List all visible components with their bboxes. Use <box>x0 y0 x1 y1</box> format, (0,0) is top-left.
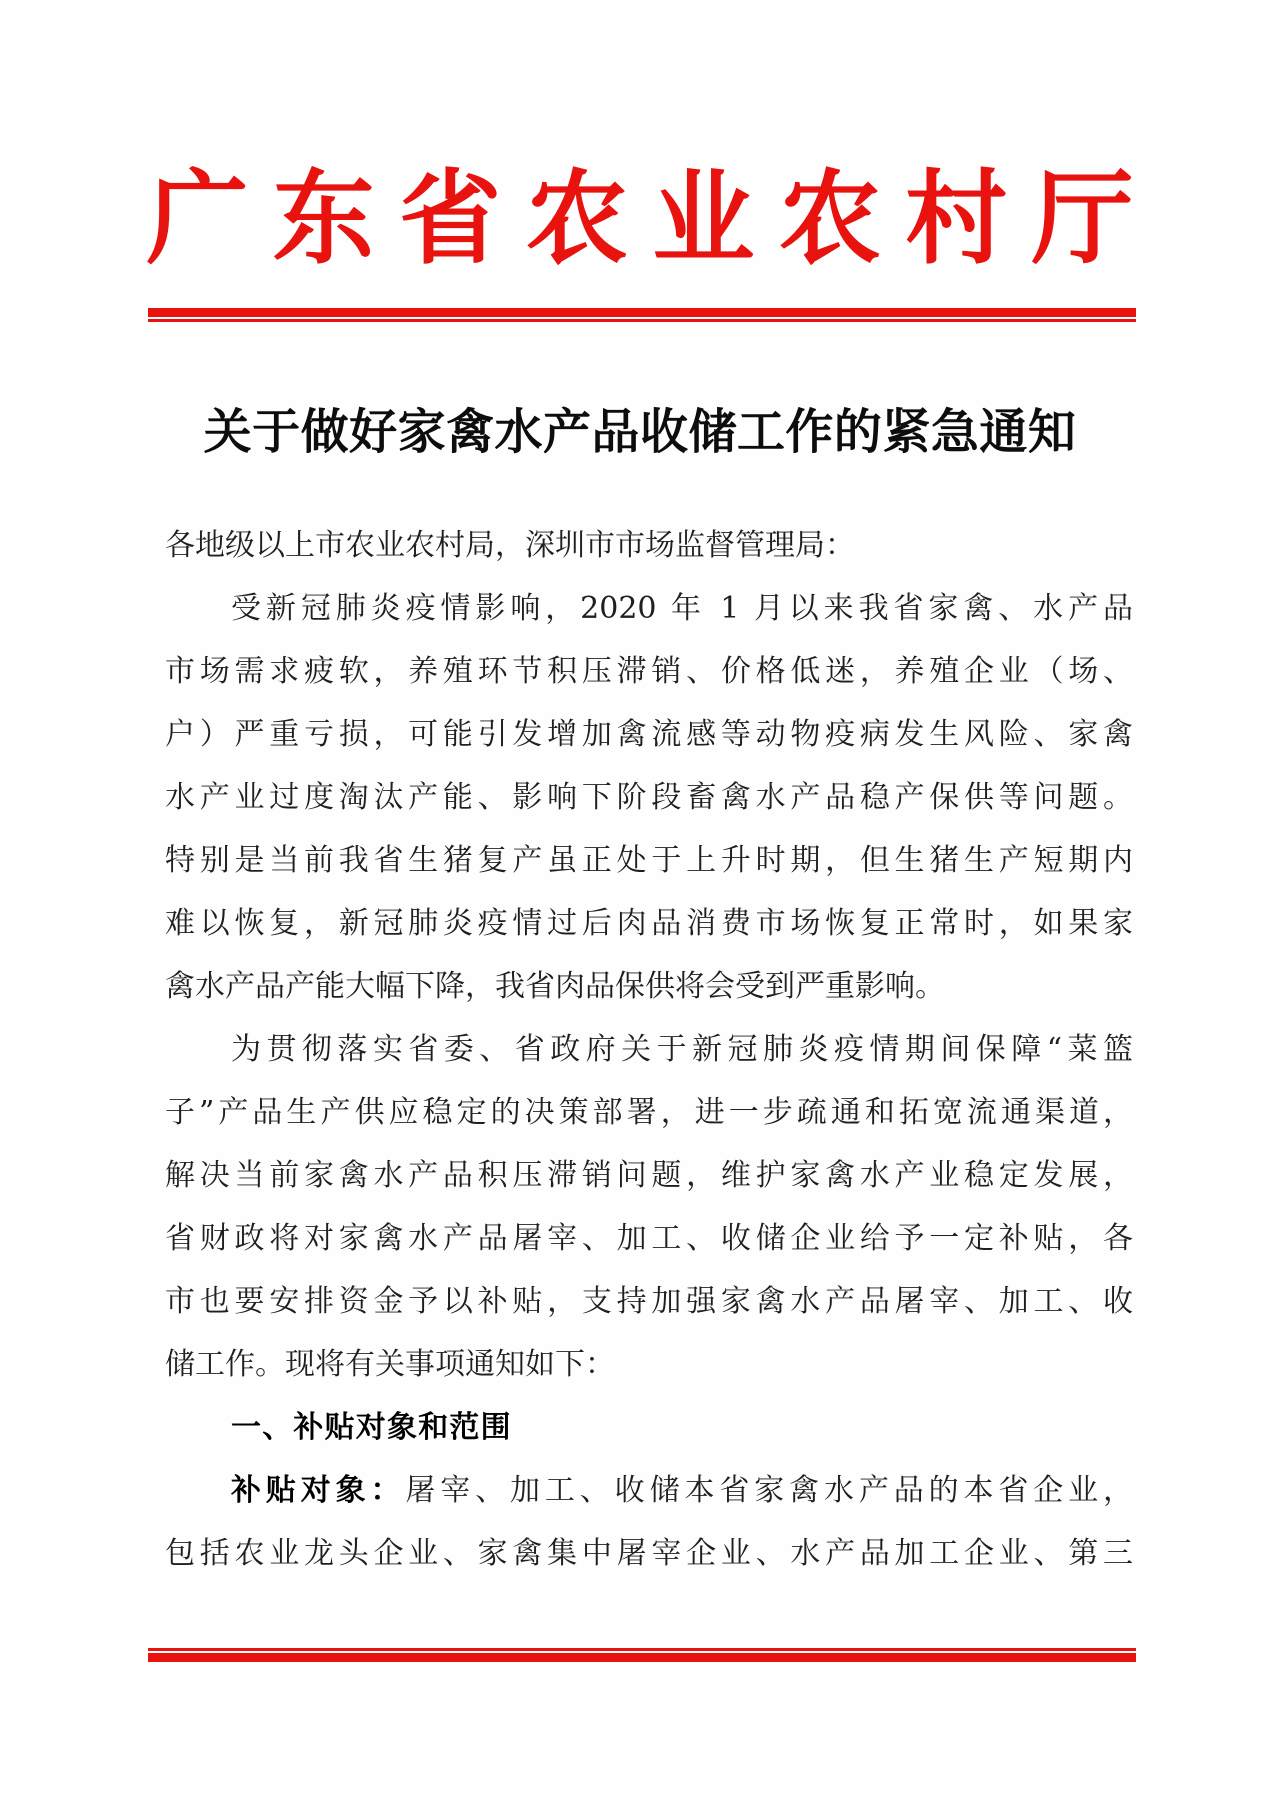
header-divider-thin-line <box>148 319 1136 322</box>
org-letterhead: 广东省农业农村厅 <box>146 159 1159 279</box>
body-line: 禽水产品产能大幅下降，我省肉品保供将会受到严重影响。 <box>165 969 945 1004</box>
body-line: 市也要安排资金予以补贴，支持加强家禽水产品屠宰、加工、收 <box>165 1284 1133 1319</box>
body-line: 子”产品生产供应稳定的决策部署，进一步疏通和拓宽流通渠道， <box>165 1095 1133 1130</box>
body-line: 储工作。现将有关事项通知如下： <box>165 1347 615 1382</box>
body-line: 市场需求疲软，养殖环节积压滞销、价格低迷，养殖企业（场、 <box>165 654 1133 689</box>
header-divider-thick-line <box>148 308 1136 317</box>
footer-divider-thick-line <box>148 1653 1136 1662</box>
bold-lead-in: 补贴对象： <box>231 1473 406 1508</box>
body-line: 为贯彻落实省委、省政府关于新冠肺炎疫情期间保障“菜篮 <box>231 1032 1133 1067</box>
body-line: 水产业过度淘汰产能、影响下阶段畜禽水产品稳产保供等问题。 <box>165 780 1133 815</box>
body-line: 包括农业龙头企业、家禽集中屠宰企业、水产品加工企业、第三 <box>165 1536 1133 1571</box>
document-title: 关于做好家禽水产品收储工作的紧急通知 <box>203 404 1077 460</box>
body-line: 特别是当前我省生猪复产虽正处于上升时期，但生猪生产短期内 <box>165 843 1133 878</box>
footer-divider <box>148 1648 1136 1662</box>
body-line <box>165 1459 1133 1522</box>
body-line: 难以恢复，新冠肺炎疫情过后肉品消费市场恢复正常时，如果家 <box>165 906 1133 941</box>
document-body <box>165 514 1133 1585</box>
body-line-salutation: 各地级以上市农业农村局，深圳市市场监督管理局： <box>165 528 855 563</box>
body-line: 解决当前家禽水产品积压滞销问题，维护家禽水产业稳定发展， <box>165 1158 1133 1193</box>
header-divider <box>148 308 1136 322</box>
body-line: 省财政将对家禽水产品屠宰、加工、收储企业给予一定补贴，各 <box>165 1221 1133 1256</box>
body-line: 户）严重亏损，可能引发增加禽流感等动物疫病发生风险、家禽 <box>165 717 1133 752</box>
body-line: 受新冠肺炎疫情影响，2020 年 1 月以来我省家禽、水产品 <box>231 591 1133 626</box>
body-line-text: 屠宰、加工、收储本省家禽水产品的本省企业， <box>405 1473 1134 1508</box>
section-heading: 一、补贴对象和范围 <box>231 1410 512 1445</box>
